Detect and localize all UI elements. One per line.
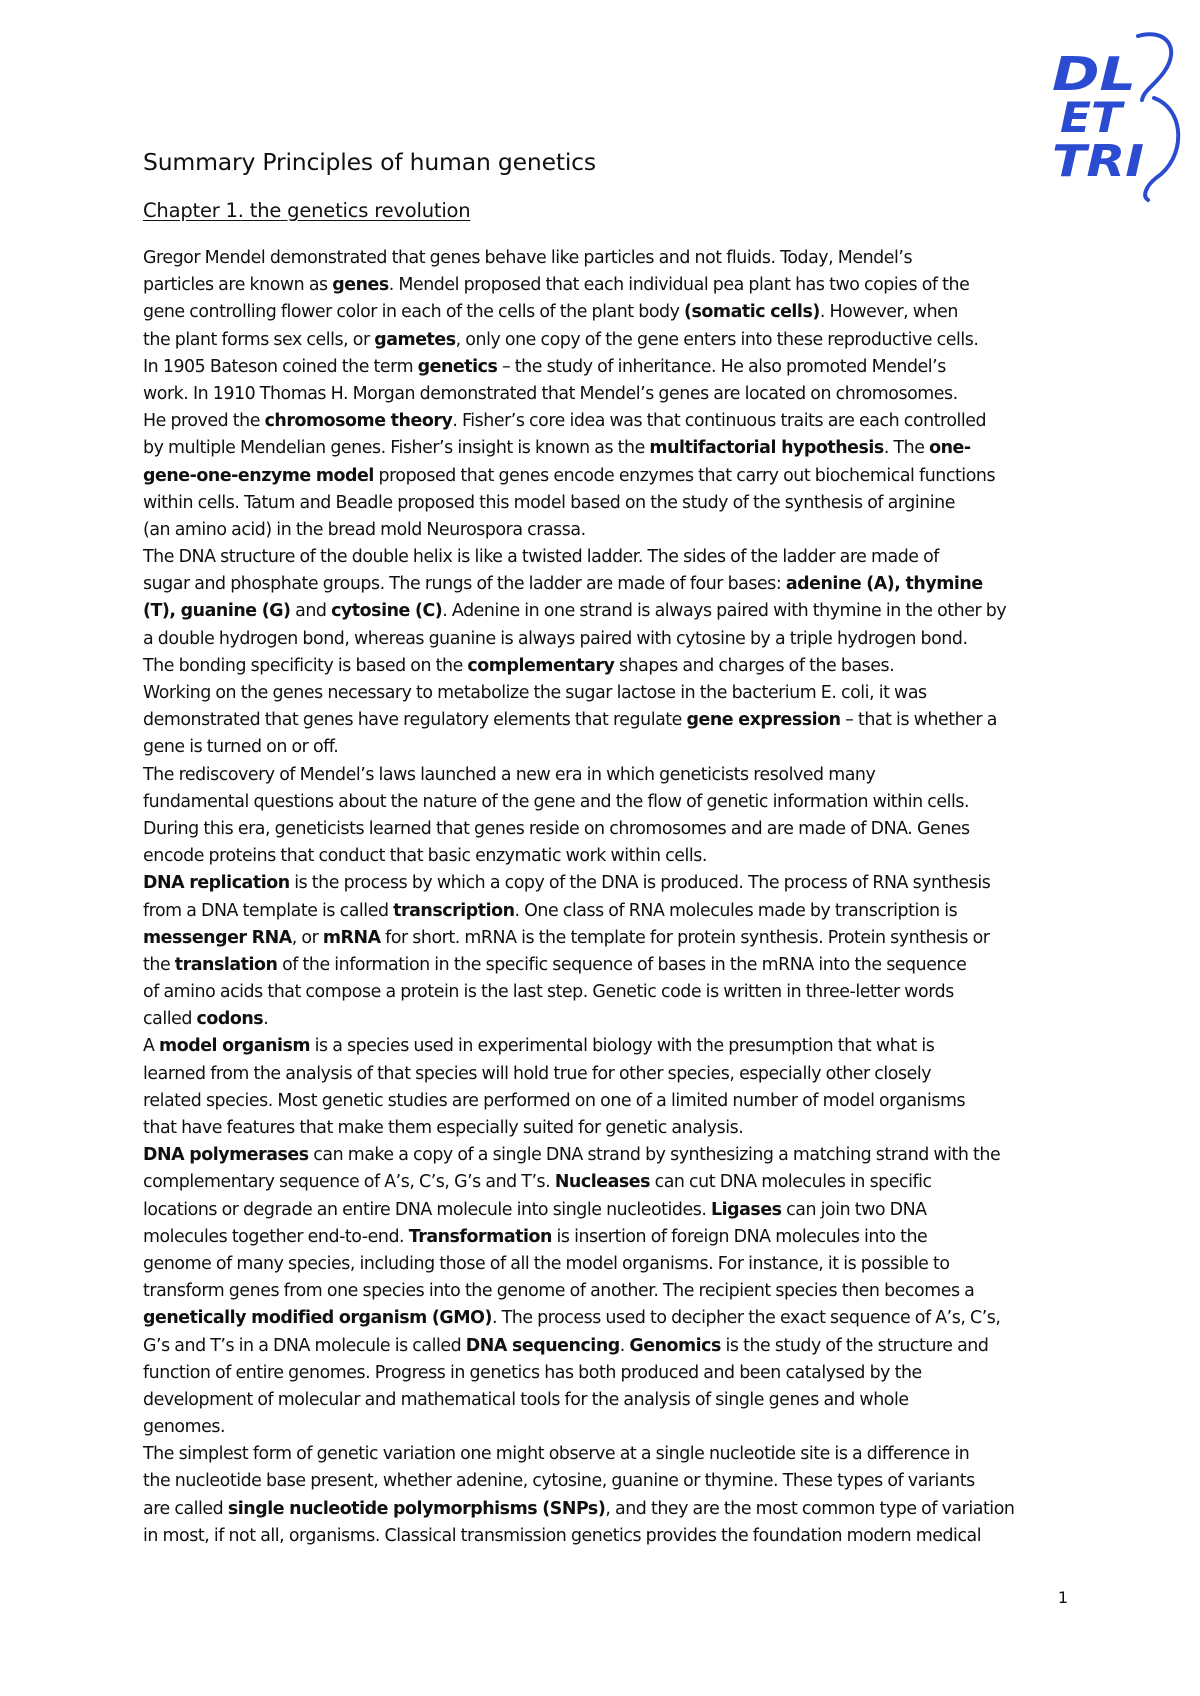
text-run: . Adenine in one strand is always paired with thymine in the other by [442,601,1007,622]
text-run: a double hydrogen bond, whereas guanine is always paired with cytosine by a triple hydrogen bond. [143,628,968,649]
text-run: The simplest form of genetic variation one might observe at a single nucleotide site is a difference in [143,1444,970,1465]
text-run: . One class of RNA molecules made by transcription is [514,900,958,921]
bold-term: genes [332,275,389,296]
text-run: fundamental questions about the nature of the gene and the flow of genetic information within cells. [143,791,970,812]
text-line [143,463,1083,490]
text-run: learned from the analysis of that species will hold true for other species, especially other closely [143,1063,932,1084]
text-line [143,1523,1083,1550]
logo-text-line-1: DL [1052,47,1136,101]
bold-term: Nucleases [554,1172,651,1193]
text-run: particles are known as [143,275,333,296]
text-run: complementary sequence of A’s, C’s, G’s and T’s. [143,1172,555,1193]
text-run: sugar and phosphate groups. The rungs of the ladder are made of four bases: [143,574,786,595]
text-line [143,789,1083,816]
text-run: function of entire genomes. Progress in genetics has both produced and been catalysed by the [143,1362,922,1383]
logo-text-line-2: ET [1060,93,1126,142]
text-run: the [143,954,175,975]
bold-term: Transformation [408,1226,552,1247]
text-run: Gregor Mendel demonstrated that genes behave like particles and not fluids. Today, Mendel’s [143,248,913,268]
text-line [143,598,1083,625]
text-run: genomes. [143,1417,226,1438]
text-run: . The [883,438,930,459]
text-run: , and they are the most common type of variation [605,1498,1015,1519]
text-line [143,816,1083,843]
bold-term: gene expression [686,710,841,731]
bold-term: cytosine (C) [331,601,443,622]
text-run: The DNA structure of the double helix is like a twisted ladder. The sides of the ladder are made of [143,547,939,568]
text-run: of amino acids that compose a protein is the last step. Genetic code is written in three-letter words [143,982,954,1003]
text-run: proposed that genes encode enzymes that carry out biochemical functions [373,465,996,486]
logo-swoosh-bottom [1145,98,1178,200]
text-run: is insertion of foreign DNA molecules into the [551,1226,928,1247]
text-run: He proved the [143,411,265,432]
bold-term: chromosome theory [264,411,453,432]
text-run: demonstrated that genes have regulatory elements that regulate [143,710,687,731]
text-run: In 1905 Bateson coined the term [143,356,418,377]
text-line [143,1333,1083,1360]
text-run: genome of many species, including those of all the model organisms. For instance, it is possible to [143,1253,950,1274]
text-line [143,354,1083,381]
text-line [143,1033,1083,1060]
text-run: can cut DNA molecules in specific [650,1172,932,1193]
text-line [143,1224,1083,1251]
text-line [143,1061,1083,1088]
text-run: from a DNA template is called [143,900,394,921]
text-line [143,870,1083,897]
bold-term: single nucleotide polymorphisms (SNPs) [227,1498,606,1519]
bold-term: one- [929,438,971,459]
text-line [143,408,1083,435]
bold-term: (somatic cells) [684,302,820,323]
text-run: is a species used in experimental biology with the presumption that what is [310,1036,935,1057]
text-run: are called [143,1498,228,1519]
text-run: transform genes from one species into the genome of another. The recipient species then becomes a [143,1281,975,1302]
text-line [143,626,1083,653]
text-run: work. In 1910 Thomas H. Morgan demonstrated that Mendel’s genes are located on chromosomes. [143,383,958,404]
text-run: for short. mRNA is the template for protein synthesis. Protein synthesis or [380,927,990,948]
text-line [143,571,1083,598]
text-run: called [143,1009,197,1030]
chapter-heading: Chapter 1. the genetics revolution [143,199,471,222]
bold-term: Ligases [711,1199,782,1220]
bold-term: mRNA [322,927,381,948]
text-line [143,680,1083,707]
bold-term: translation [174,954,278,975]
text-line [143,1169,1083,1196]
bold-term: genetics [417,356,498,377]
text-line [143,490,1083,517]
bold-term: DNA replication [143,873,290,894]
text-run: and [290,601,332,622]
bold-term: gametes [374,329,456,350]
text-line [143,1088,1083,1115]
text-run: (an amino acid) in the bread mold Neurospora crassa. [143,519,586,540]
text-run: , or [291,927,323,948]
text-line [143,245,1083,272]
text-line [143,925,1083,952]
text-run: G’s and T’s in a DNA molecule is called [143,1335,466,1356]
text-run: gene is turned on or off. [143,737,339,758]
text-line [143,898,1083,925]
text-line [143,272,1083,299]
text-line [143,1305,1083,1332]
text-run: . [619,1335,630,1356]
text-line [143,1414,1083,1441]
text-run: development of molecular and mathematical tools for the analysis of single genes and whole [143,1389,909,1410]
text-run: During this era, geneticists learned that genes reside on chromosomes and are made of DNA. Genes [143,818,970,839]
bold-term: DNA polymerases [143,1145,309,1166]
text-run: that have features that make them especially suited for genetic analysis. [143,1118,744,1138]
bold-term: messenger RNA [143,927,292,948]
text-run: within cells. Tatum and Beadle proposed this model based on the study of the synthesis of arginine [143,492,955,513]
text-line [143,1387,1083,1414]
body-text [143,245,1083,1550]
text-run: . [263,1009,269,1030]
bold-term: multifactorial hypothesis [649,438,884,459]
bold-term: transcription [393,900,515,921]
text-run: by multiple Mendelian genes. Fisher’s insight is known as the [143,438,650,459]
text-run: , only one copy of the gene enters into these reproductive cells. [455,329,979,350]
text-run: shapes and charges of the bases. [614,655,895,676]
text-run: . Fisher’s core idea was that continuous traits are each controlled [452,411,987,432]
text-line [143,299,1083,326]
text-run: The bonding specificity is based on the [143,655,468,676]
text-run: Working on the genes necessary to metabolize the sugar lactose in the bacterium E. coli, it was [143,683,927,703]
bold-term: codons [196,1009,264,1030]
text-run: . Mendel proposed that each individual pea plant has two copies of the [388,275,970,296]
text-line [143,1278,1083,1305]
bold-term: adenine (A), thymine [785,574,983,595]
page-number: 1 [1057,1588,1068,1607]
document-title: Summary Principles of human genetics [143,148,596,176]
text-run: can make a copy of a single DNA strand by synthesizing a matching strand with the [308,1145,1001,1166]
text-run: molecules together end-to-end. [143,1226,409,1247]
text-run: encode proteins that conduct that basic enzymatic work within cells. [143,846,707,867]
text-run: is the study of the structure and [720,1335,989,1356]
text-run: . However, when [819,302,958,323]
bold-term: gene-one-enzyme model [143,465,374,486]
bold-term: (T), guanine (G) [143,601,291,622]
text-run: – the study of inheritance. He also promoted Mendel’s [497,356,946,377]
text-line [143,1441,1083,1468]
text-line [143,381,1083,408]
text-run: can join two DNA [781,1199,927,1220]
text-run: gene controlling flower color in each of the cells of the plant body [143,302,685,323]
text-run: the plant forms sex cells, or [143,329,375,350]
dletri-logo [1046,28,1196,203]
text-line [143,734,1083,761]
text-line [143,1468,1083,1495]
bold-term: genetically modified organism (GMO) [143,1308,492,1329]
text-run: of the information in the specific sequence of bases in the mRNA into the sequence [277,954,967,975]
bold-term: DNA sequencing [465,1335,620,1356]
text-line [143,1496,1083,1523]
logo-text-line-3: TRI [1052,136,1144,187]
bold-term: model organism [159,1036,311,1057]
text-line [143,1142,1083,1169]
text-line [143,517,1083,544]
text-run: related species. Most genetic studies are performed on one of a limited number of model organisms [143,1090,966,1111]
text-run: . The process used to decipher the exact sequence of A’s, C’s, [491,1308,1001,1329]
text-line [143,1360,1083,1387]
text-run: in most, if not all, organisms. Classical transmission genetics provides the foundation modern medical [143,1525,982,1546]
text-line [143,435,1083,462]
text-line [143,327,1083,354]
text-run: locations or degrade an entire DNA molecule into single nucleotides. [143,1199,711,1220]
text-line [143,544,1083,571]
bold-term: complementary [467,655,615,676]
text-line [143,653,1083,680]
text-run: the nucleotide base present, whether adenine, cytosine, guanine or thymine. These types of variants [143,1471,975,1492]
text-run: The rediscovery of Mendel’s laws launched a new era in which geneticists resolved many [143,764,876,785]
text-line [143,707,1083,734]
text-line [143,762,1083,789]
text-line [143,1115,1083,1142]
text-line [143,979,1083,1006]
text-run: A [143,1036,160,1057]
text-line [143,952,1083,979]
text-line [143,1251,1083,1278]
text-line [143,1006,1083,1033]
text-run: is the process by which a copy of the DNA is produced. The process of RNA synthesis [289,873,991,894]
text-run: – that is whether a [840,710,997,731]
text-line [143,1197,1083,1224]
logo-swoosh-top [1138,34,1171,100]
bold-term: Genomics [629,1335,721,1356]
text-line [143,843,1083,870]
